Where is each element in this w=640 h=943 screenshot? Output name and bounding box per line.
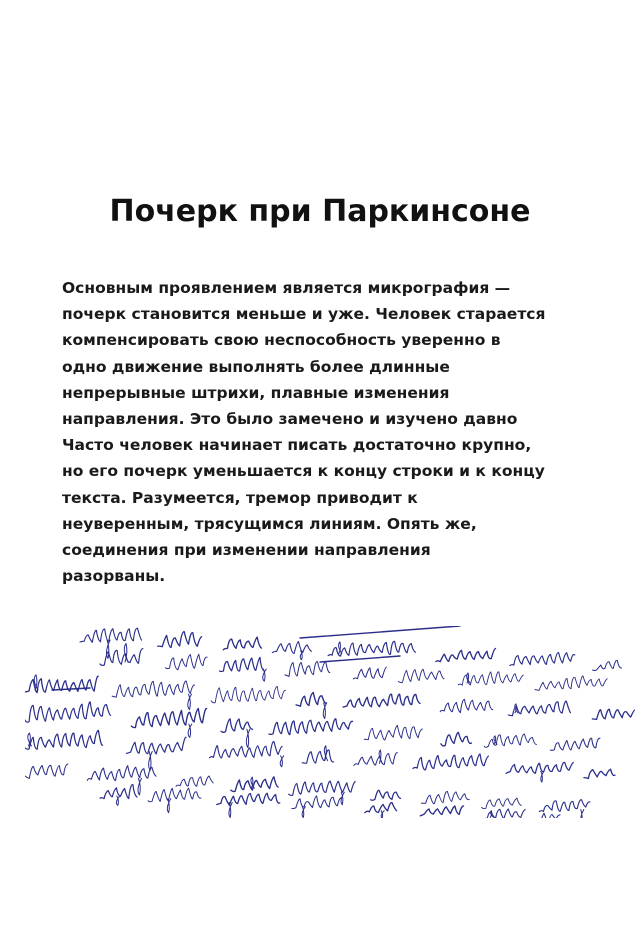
handwriting-stroke <box>211 687 286 703</box>
article-paragraph <box>62 275 592 589</box>
handwriting-stroke <box>592 709 635 719</box>
paragraph-line: одно движение выполнять более длинные <box>62 357 450 376</box>
handwriting-stroke <box>302 807 305 818</box>
paragraph-line: текста. Разумеется, тремор приводит к <box>62 488 418 507</box>
handwriting-stroke <box>126 737 186 754</box>
paragraph-line: направления. Это было замечено и изучено давно <box>62 410 518 429</box>
handwriting-sample-image <box>0 618 640 818</box>
handwriting-stroke <box>302 750 333 763</box>
handwriting-stroke <box>421 791 469 803</box>
handwriting-stroke <box>541 771 544 782</box>
handwriting-stroke <box>506 762 573 773</box>
handwriting-stroke <box>364 725 422 740</box>
handwriting-stroke <box>112 681 194 697</box>
handwriting-stroke <box>176 776 213 786</box>
handwriting-stroke <box>550 738 600 750</box>
handwriting-strikethrough <box>52 688 90 690</box>
handwriting-stroke <box>292 796 342 809</box>
handwriting-stroke <box>272 642 311 654</box>
handwriting-stroke <box>28 733 32 746</box>
handwriting-strikethrough <box>300 626 460 638</box>
handwriting-stroke <box>510 653 575 666</box>
handwriting-stroke <box>581 810 584 819</box>
paragraph-line: неуверенным, трясущимся линиям. Опять же, <box>62 514 477 533</box>
handwriting-stroke <box>354 753 398 766</box>
handwriting-stroke <box>229 803 232 818</box>
handwriting-stroke <box>343 694 420 707</box>
handwriting-stroke <box>158 632 202 648</box>
handwriting-stroke <box>138 778 142 795</box>
page-title: Почерк при Паркинсоне <box>109 194 531 229</box>
handwriting-stroke <box>436 649 496 662</box>
handwriting-stroke <box>269 719 353 735</box>
handwriting-stroke <box>381 811 384 818</box>
handwriting-stroke <box>398 669 444 682</box>
handwriting-stroke <box>296 693 326 707</box>
handwriting-stroke <box>484 734 536 747</box>
handwriting-stroke <box>593 660 622 670</box>
handwriting-stroke <box>131 708 206 727</box>
handwriting-stroke <box>508 701 570 716</box>
handwriting-stroke <box>413 754 488 770</box>
paragraph-line: но его почерк уменьшается к концу строки и к концу <box>62 462 545 481</box>
paragraph-line: разорваны. <box>62 567 166 586</box>
handwriting-stroke <box>223 637 261 650</box>
handwriting-stroke <box>536 813 560 818</box>
handwriting-stroke <box>300 651 303 660</box>
handwriting-stroke <box>328 641 415 656</box>
handwriting-stroke <box>365 803 397 813</box>
handwriting-stroke <box>116 796 119 805</box>
handwriting-stroke <box>341 792 344 805</box>
paragraph-line: почерк становится меньше и уже. Человек старается <box>62 305 546 324</box>
handwriting-stroke <box>280 756 283 767</box>
paragraph-line: непрерывные штрихи, плавные изменения <box>62 383 450 402</box>
handwriting-stroke <box>467 673 470 683</box>
handwriting-stroke <box>371 790 401 800</box>
paragraph-line: компенсировать свою неспособность уверенно в <box>62 331 501 350</box>
handwriting-stroke <box>165 654 207 670</box>
handwriting-strikethrough <box>320 656 400 662</box>
handwriting-stroke <box>188 724 192 737</box>
handwriting-stroke <box>440 699 493 712</box>
handwriting-stroke <box>188 694 192 710</box>
handwriting-stroke <box>420 806 463 816</box>
handwriting-stroke <box>210 742 283 758</box>
handwriting-stroke <box>441 732 472 746</box>
handwriting-stroke <box>483 809 525 818</box>
handwriting-stroke <box>353 667 386 679</box>
handwriting-stroke <box>25 764 68 778</box>
handwriting-stroke <box>231 777 278 792</box>
paragraph-line: соединения при изменении направления <box>62 541 431 560</box>
handwriting-stroke <box>220 657 265 671</box>
handwriting-stroke <box>285 662 330 677</box>
handwriting-stroke <box>490 811 493 818</box>
handwriting-stroke <box>25 730 103 749</box>
handwriting-stroke <box>148 788 201 802</box>
paragraph-line: Часто человек начинает писать достаточно крупно, <box>62 436 532 455</box>
handwriting-stroke <box>289 781 356 795</box>
paragraph-line: Основным проявлением является микрография — <box>62 279 511 297</box>
handwriting-stroke <box>80 628 142 642</box>
handwriting-stroke <box>535 676 607 690</box>
handwriting-stroke <box>584 769 615 778</box>
handwriting-stroke <box>87 766 156 781</box>
handwriting-stroke <box>25 702 111 722</box>
handwriting-stroke <box>482 798 522 809</box>
handwriting-stroke <box>100 785 137 799</box>
handwriting-stroke <box>323 703 326 719</box>
handwriting-stroke <box>221 719 252 732</box>
handwriting-stroke <box>217 793 280 805</box>
handwriting-stroke <box>246 729 250 747</box>
handwriting-stroke <box>539 800 590 812</box>
